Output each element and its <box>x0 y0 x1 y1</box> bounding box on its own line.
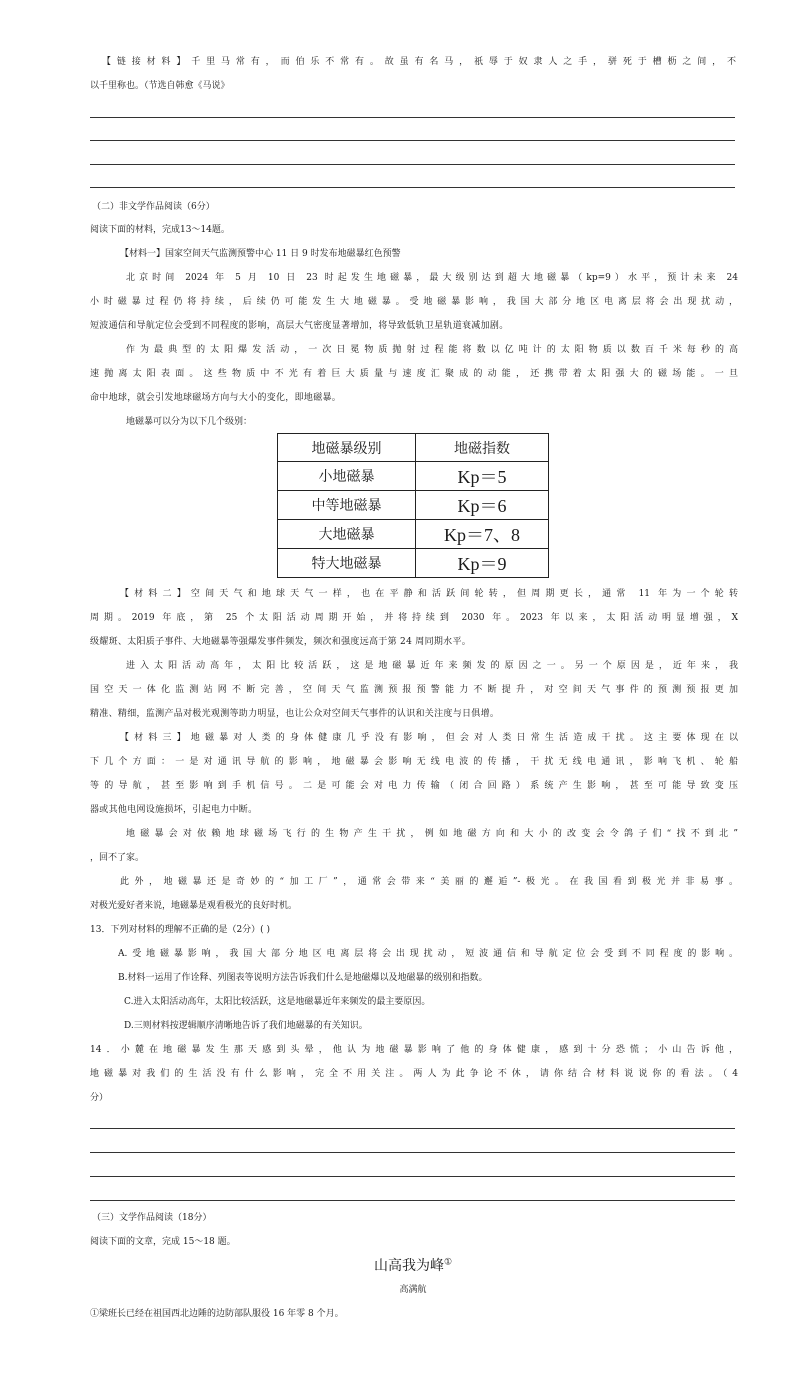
question-14-line: 分） <box>90 1093 109 1103</box>
answer-line <box>90 1200 735 1201</box>
table-row <box>278 520 549 549</box>
kp-index-cell: Kp＝9 <box>416 549 549 578</box>
material-three-line: 下几个方面：一是对通讯导航的影响，地磁暴会影响无线电波的传播，干扰无线电通讯，影响飞机、轮船 <box>90 757 738 767</box>
footnote-marker: ① <box>443 1257 453 1268</box>
material-three-line: ，回不了家。 <box>90 853 145 863</box>
material-three-line: 等的导航，甚至影响到手机信号。二是可能会对电力传输（闭合回路）系统产生影响，甚至可能导致变压 <box>90 781 738 791</box>
material-one-line: 短波通信和导航定位会受到不同程度的影响，高层大气密度显著增加，将导致低轨卫星轨道衰减加剧。 <box>90 321 509 331</box>
question-14-line: 14．小麓在地磁暴发生那天感到头晕，他认为地磁暴影响了他的身体健康，感到十分恐慌；小山告诉他， <box>90 1045 738 1055</box>
section-instruction: 阅读下面的材料，完成13～14题。 <box>90 225 230 235</box>
answer-line <box>90 164 735 165</box>
question-13-option-d: D.三则材料按逻辑顺序清晰地告诉了我们地磁暴的有关知识。 <box>124 1021 368 1031</box>
material-three-line: 对极光爱好者来说，地磁暴是观看极光的良好时机。 <box>90 901 298 911</box>
table-header-cell: 地磁指数 <box>416 434 549 462</box>
link-material-line: 以千里称也。（节选自韩愈《马说》 <box>90 81 230 91</box>
article-title <box>313 1256 513 1276</box>
question-14-line: 地磁暴对我们的生活没有什么影响，完全不用关注。两人为此争论不休，请你结合材料说说你的看法。（4 <box>90 1069 738 1079</box>
answer-line <box>90 117 735 118</box>
storm-level-table <box>277 433 549 578</box>
table-header-cell: 地磁暴级别 <box>278 434 416 462</box>
material-two-line: 进入太阳活动高年，太阳比较活跃，这是地磁暴近年来频发的原因之一。另一个原因是，近年来，我 <box>126 661 738 671</box>
kp-index-cell: Kp＝5 <box>416 462 549 491</box>
answer-line <box>90 1128 735 1129</box>
question-13-option-c: C.进入太阳活动高年，太阳比较活跃，这是地磁暴近年来频发的最主要原因。 <box>124 997 431 1007</box>
material-one-line: 命中地球，就会引发地球磁场方向与大小的变化，即地磁暴。 <box>90 393 342 403</box>
article-author: 高满航 <box>399 1285 427 1295</box>
table-intro: 地磁暴可以分为以下几个级别： <box>126 417 253 427</box>
material-two-line: 国空天一体化监测站网不断完善，空间天气监测预报预警能力不断提升，对空间天气事件的预测预报更加 <box>90 685 738 695</box>
material-three-line: 器或其他电网设施损坏，引起电力中断。 <box>90 805 258 815</box>
material-one-line: 速抛离太阳表面。这些物质中不光有着巨大质量与速度汇聚成的动能，还携带着太阳强大的磁场能。一旦 <box>90 369 738 379</box>
storm-level-cell: 中等地磁暴 <box>278 491 416 520</box>
article-footnote: ①梁班长已经在祖国西北边陲的边防部队服役 16 年零 8 个月。 <box>90 1309 344 1319</box>
section-instruction: 阅读下面的文章，完成 15～18 题。 <box>90 1237 236 1247</box>
table-header-row <box>278 434 549 462</box>
material-two-line: 精准、精细，监测产品对极光观测等助力明显，也让公众对空间天气事件的认识和关注度与日俱增。 <box>90 709 500 719</box>
material-three-line: 地磁暴会对依赖地球磁场飞行的生物产生干扰，例如地磁方向和大小的改变会令鸽子们“找不到北” <box>126 829 738 839</box>
storm-level-cell: 小地磁暴 <box>278 462 416 491</box>
material-three-line: 此外，地磁暴还是奇妙的“加工厂”，通常会带来“美丽的邂逅”-极光。在我国看到极光并非易事。 <box>120 877 738 887</box>
storm-level-cell: 大地磁暴 <box>278 520 416 549</box>
material-one-title: 【材料一】国家空间天气监测预警中心 11 日 9 时发布地磁暴红色预警 <box>120 249 401 259</box>
table-row <box>278 491 549 520</box>
storm-level-cell: 特大地磁暴 <box>278 549 416 578</box>
answer-line <box>90 140 735 141</box>
answer-line <box>90 1176 735 1177</box>
section-heading: （二）非文学作品阅读（6分） <box>92 202 215 212</box>
question-13-option-b: B.材料一运用了作诠释、列图表等说明方法告诉我们什么是地磁爆以及地磁暴的级别和指数。 <box>118 973 488 983</box>
material-two-line: 【材料二】空间天气和地球天气一样，也在平静和活跃间轮转，但周期更长，通常 11 年为一个轮转 <box>120 589 738 599</box>
answer-line <box>90 187 735 188</box>
section-heading: （三）文学作品阅读（18分） <box>92 1213 212 1223</box>
answer-line <box>90 1152 735 1153</box>
kp-index-cell: Kp＝7、8 <box>416 520 549 549</box>
material-one-line: 小时磁暴过程仍将持续，后续仍可能发生大地磁暴。受地磁暴影响，我国大部分地区电离层将会出现扰动， <box>90 297 738 307</box>
link-material-line: 【链接材料】千里马常有，而伯乐不常有。故虽有名马，祇辱于奴隶人之手，骈死于槽枥之间，不 <box>102 57 736 67</box>
article-title-text: 山高我为峰 <box>373 1258 444 1274</box>
material-three-line: 【材料三】地磁暴对人类的身体健康几乎没有影响，但会对人类日常生活造成干扰。这主要体现在以 <box>120 733 738 743</box>
material-two-line: 周期。2019 年底，第 25 个太阳活动周期开始，并将持续到 2030 年。2023 年以来，太阳活动明显增强，X <box>90 613 738 623</box>
material-two-line: 级耀斑、太阳质子事件、大地磁暴等强爆发事件频发，频次和强度远高于第 24 周同期水平。 <box>90 637 472 647</box>
table-row <box>278 549 549 578</box>
kp-index-cell: Kp＝6 <box>416 491 549 520</box>
question-13-stem: 13．下列对材料的理解不正确的是（2分）( ) <box>90 925 271 935</box>
material-one-line: 北京时间 2024 年 5 月 10 日 23 时起发生地磁暴，最大级别达到超大地磁暴（kp=9）水平，预计未来 24 <box>126 273 738 283</box>
material-one-line: 作为最典型的太阳爆发活动，一次日冕物质抛射过程能将数以亿吨计的太阳物质以数百千米每秒的高 <box>126 345 738 355</box>
question-13-option-a: A.受地磁暴影响，我国大部分地区电离层将会出现扰动，短波通信和导航定位会受到不同程度的影响。 <box>118 949 738 959</box>
table-row <box>278 462 549 491</box>
